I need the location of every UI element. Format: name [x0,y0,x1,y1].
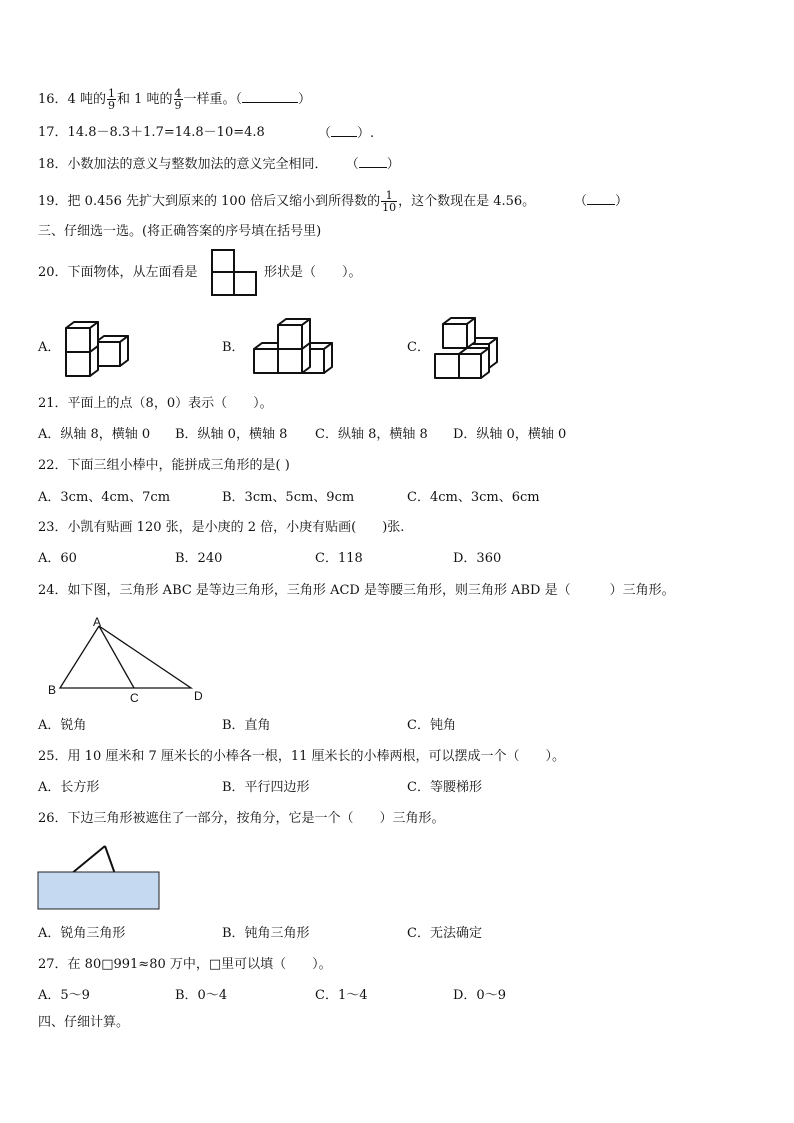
cube-figure-b [252,317,334,375]
question-20-post: 形状是（ ）。 [264,265,362,280]
q19-text-post: ，这个数现在是 4.56。 [398,194,536,209]
cube-figure-a [64,320,132,378]
q21-option-a[interactable]: A．纵轴 8，横轴 0 [38,427,151,442]
q16-text-post: 一样重。（ [183,92,243,107]
section-4-heading: 四、仔细计算。 [38,1015,130,1030]
question-26: 26．下边三角形被遮住了一部分，按角分，它是一个（ ）三角形。 [38,811,445,826]
q23-option-d[interactable]: D．360 [453,551,502,566]
answer-blank[interactable] [359,155,387,168]
answer-blank[interactable] [331,124,357,137]
vertex-label-a: A [93,615,102,629]
q27-option-b[interactable]: B．0～4 [175,988,228,1003]
question-27: 27．在 80□991≈80 万中，□里可以填（ ）。 [38,957,332,972]
vertex-label-c: C [130,691,139,705]
q23-option-c[interactable]: C．118 [315,551,363,566]
q27-option-c[interactable]: C．1～4 [315,988,368,1003]
question-25: 25．用 10 厘米和 7 厘米长的小棒各一根，11 厘米长的小棒两根，可以摆成一个（ ）。 [38,749,566,764]
q18-text: 18．小数加法的意义与整数加法的意义完全相同． [38,157,328,172]
left-view-shape-figure [211,249,257,297]
question-23: 23．小凯有贴画 120 张，是小庚的 2 倍，小庚有贴画( )张. [38,520,405,535]
answer-blank[interactable] [242,90,298,103]
cover-rectangle [38,872,159,909]
q20-option-c-label[interactable]: C． [407,340,430,355]
q21-option-c[interactable]: C．纵轴 8，横轴 8 [315,427,428,442]
q23-option-a[interactable]: A．60 [38,551,77,566]
q21-option-d[interactable]: D．纵轴 0，横轴 0 [453,427,567,442]
q26-option-a[interactable]: A．锐角三角形 [38,926,126,941]
cube-figure-c [433,314,499,380]
fraction-one-ninth: $\frac{1}{9}$ [107,87,115,112]
question-20-pre: 20．下面物体，从左面看是 [38,265,198,280]
q16-text-pre: 16．4 吨的 [38,92,106,107]
q27-option-d[interactable]: D．0～9 [453,988,506,1003]
q20-option-a-label[interactable]: A． [38,340,61,355]
q21-option-b[interactable]: B．纵轴 0，横轴 8 [175,427,288,442]
q25-option-c[interactable]: C．等腰梯形 [407,780,482,795]
q24-option-b[interactable]: B．直角 [222,718,271,733]
question-24: 24．如下图，三角形 ABC 是等边三角形，三角形 ACD 是等腰三角形，则三角形 ABD 是（ ）三角形。 [38,583,675,598]
q19-text-pre: 19．把 0.456 先扩大到原来的 100 倍后又缩小到所得数的 [38,194,381,209]
q16-text-mid: 和 1 吨的 [116,92,173,107]
vertex-label-d: D [194,689,203,703]
triangle-abd-figure [44,614,214,710]
question-17 [38,124,265,142]
section-3-heading: 三、仔细选一选。(将正确答案的序号填在括号里) [38,224,322,239]
question-22: 22．下面三组小棒中，能拼成三角形的是( ) [38,458,290,473]
question-21: 21．平面上的点（8，0）表示（ ）。 [38,396,273,411]
q24-option-c[interactable]: C．钝角 [407,718,456,733]
covered-triangle-figure [37,840,161,912]
q25-option-a[interactable]: A．长方形 [38,780,100,795]
q26-option-b[interactable]: B．钝角三角形 [222,926,310,941]
question-18: 18．小数加法的意义与整数加法的意义完全相同． （ ） [38,157,400,172]
vertex-label-b: B [48,683,57,697]
fraction-one-tenth: $\frac{1}{10}$ [382,189,397,214]
answer-blank[interactable] [587,192,615,205]
q24-option-a[interactable]: A．锐角 [38,718,87,733]
fraction-four-ninths: $\frac{4}{9}$ [174,87,182,112]
q23-option-b[interactable]: B．240 [175,551,223,566]
q22-option-c[interactable]: C．4cm、3cm、6cm [407,490,540,505]
q26-option-c[interactable]: C．无法确定 [407,926,482,941]
question-16: 16．4 吨的 $\frac{1}{9}$ 和 1 吨的 $\frac{4}{9}$ 一样重。（ ） [38,87,312,112]
q19-answer: （ ） [574,194,629,209]
q27-option-a[interactable]: A．5～9 [38,988,90,1003]
q22-option-a[interactable]: A．3cm、4cm、7cm [38,490,171,505]
q17-answer: （ ）. [318,126,375,141]
q20-option-b-label[interactable]: B． [222,340,245,355]
q25-option-b[interactable]: B．平行四边形 [222,780,310,795]
q17-text: 17．14.8－8.3＋1.7=14.8－10=4.8 [38,125,265,140]
q22-option-b[interactable]: B．3cm、5cm、9cm [222,490,355,505]
question-19 [38,190,535,213]
